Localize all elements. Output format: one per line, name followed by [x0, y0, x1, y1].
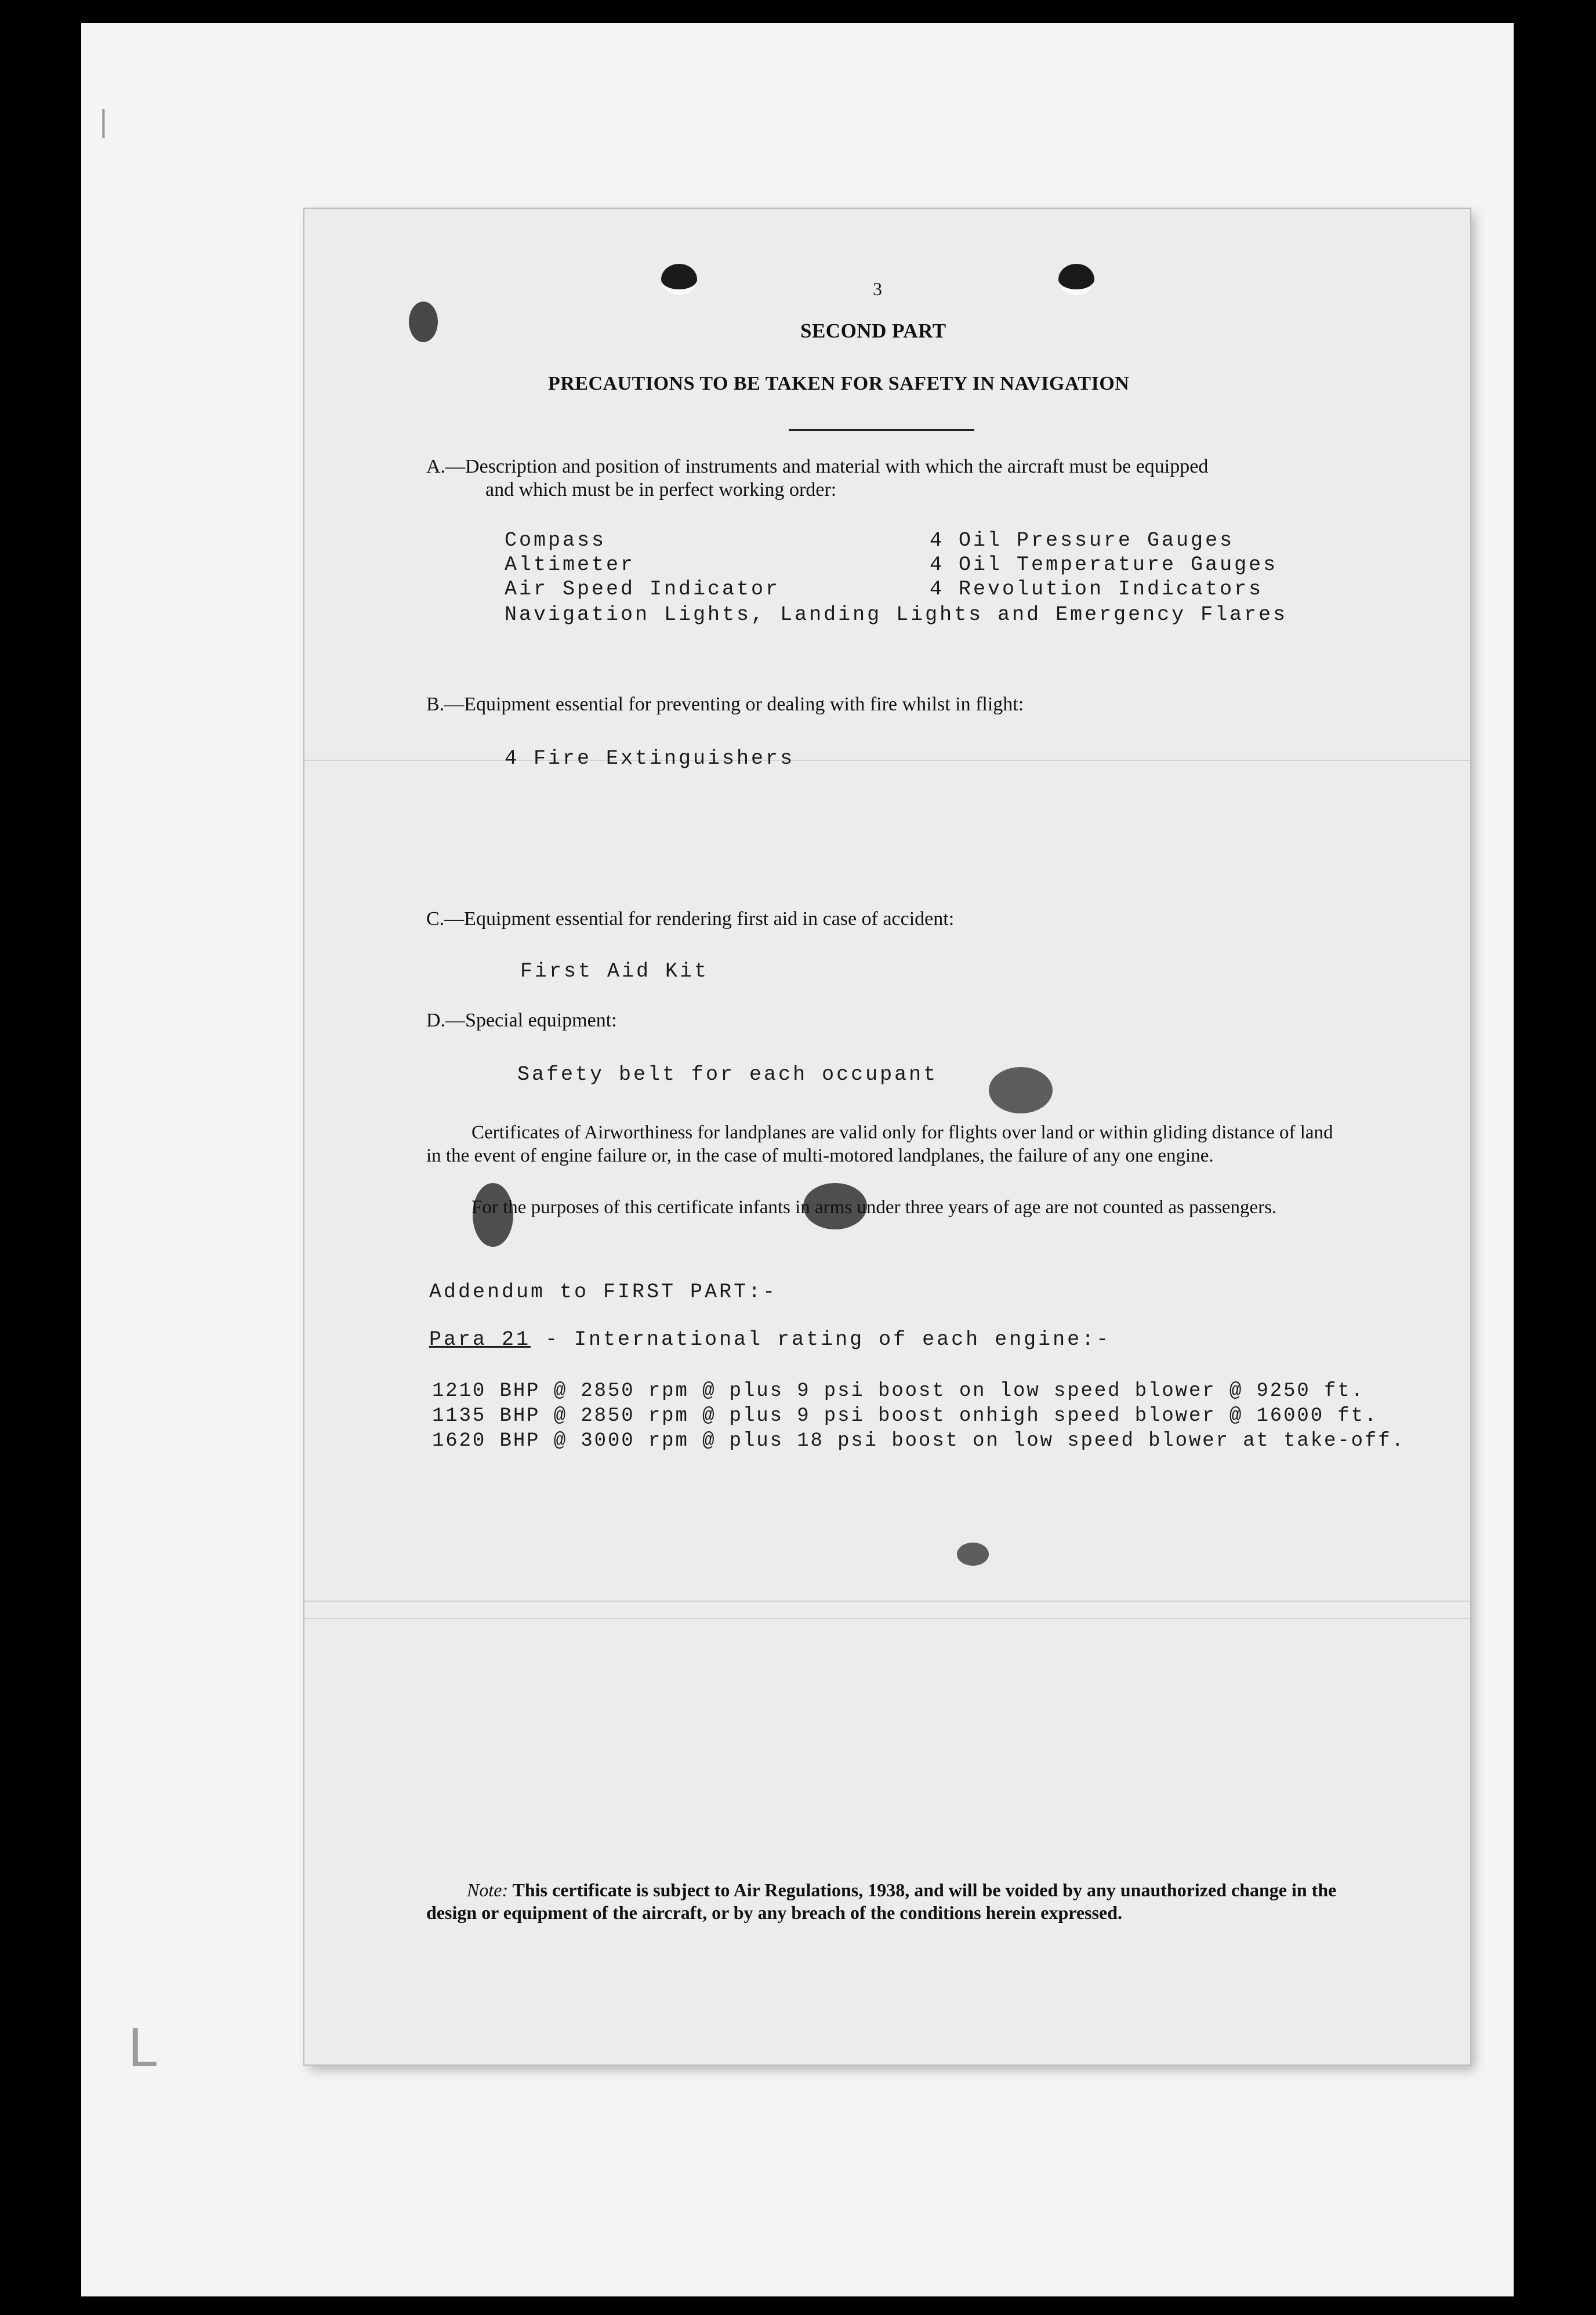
infants-paragraph: For the purposes of this certificate infants in arms under three years of age are not counted as passengers.	[471, 1197, 1277, 1218]
para-21-label: Para 21	[429, 1328, 531, 1351]
fire-extinguishers: 4 Fire Extinguishers	[505, 747, 795, 770]
fold-line	[304, 1618, 1470, 1619]
addendum-para-line	[429, 1328, 1111, 1351]
section-c-label: C.—Equipment essential for rendering first aid in case of accident:	[426, 908, 955, 930]
section-d-label: D.—Special equipment:	[426, 1010, 617, 1031]
part-title: SECOND PART	[800, 320, 946, 342]
ink-stain	[957, 1543, 989, 1566]
section-a-label: A.—Description and position of instruments and material with which the aircraft must be equipped	[426, 456, 1209, 477]
punch-hole	[1058, 264, 1094, 295]
landplanes-paragraph: Certificates of Airworthiness for landplanes are valid only for flights over land or within gliding distance of land in the event of engine failure or, in the case of multi-motored landplanes, the failure of any one engine.	[426, 1122, 1333, 1167]
ink-stain	[409, 302, 438, 342]
safety-belt: Safety belt for each occupant	[517, 1063, 938, 1086]
instrument-revolution: 4 Revolution Indicators	[930, 578, 1264, 601]
ink-stain	[989, 1067, 1053, 1113]
rating-line: 1620 BHP @ 3000 rpm @ plus 18 psi boost on low speed blower at take-off.	[432, 1430, 1405, 1452]
note-label: Note:	[467, 1879, 509, 1900]
rating-line: 1135 BHP @ 2850 rpm @ plus 9 psi boost onhigh speed blower @ 16000 ft.	[432, 1405, 1379, 1427]
rating-line: 1210 BHP @ 2850 rpm @ plus 9 psi boost on low speed blower @ 9250 ft.	[432, 1380, 1365, 1402]
section-a-label-cont: and which must be in perfect working order:	[485, 479, 837, 500]
corner-mark: L	[128, 2018, 157, 2079]
section-b-label: B.—Equipment essential for preventing or dealing with fire whilst in flight:	[426, 694, 1024, 715]
addendum-heading: Addendum to FIRST PART:-	[429, 1280, 778, 1304]
instrument-lights: Navigation Lights, Landing Lights and Emergency Flares	[505, 603, 1288, 626]
instrument-altimeter: Altimeter	[505, 553, 636, 576]
note-paragraph	[426, 1879, 1345, 1924]
instrument-oil-pressure: 4 Oil Pressure Gauges	[930, 529, 1235, 552]
fold-line	[304, 1601, 1470, 1602]
punch-hole	[661, 264, 697, 295]
title-rule	[789, 429, 974, 431]
certificate-page	[304, 209, 1470, 2064]
instrument-oil-temperature: 4 Oil Temperature Gauges	[930, 553, 1278, 576]
instrument-compass: Compass	[505, 529, 607, 552]
first-aid-kit: First Aid Kit	[520, 960, 709, 983]
page-number: 3	[873, 278, 882, 299]
para-21-text: - International rating of each engine:-	[531, 1328, 1111, 1351]
instrument-airspeed: Air Speed Indicator	[505, 578, 781, 601]
section-title: PRECAUTIONS TO BE TAKEN FOR SAFETY IN NAVIGATION	[548, 373, 1130, 394]
edge-tick: |	[99, 104, 108, 138]
note-text: This certificate is subject to Air Regulations, 1938, and will be voided by any unauthorized change in the design or equipment of the aircraft, or by any breach of the conditions herein expressed.	[426, 1879, 1337, 1924]
fold-line	[304, 760, 1470, 761]
